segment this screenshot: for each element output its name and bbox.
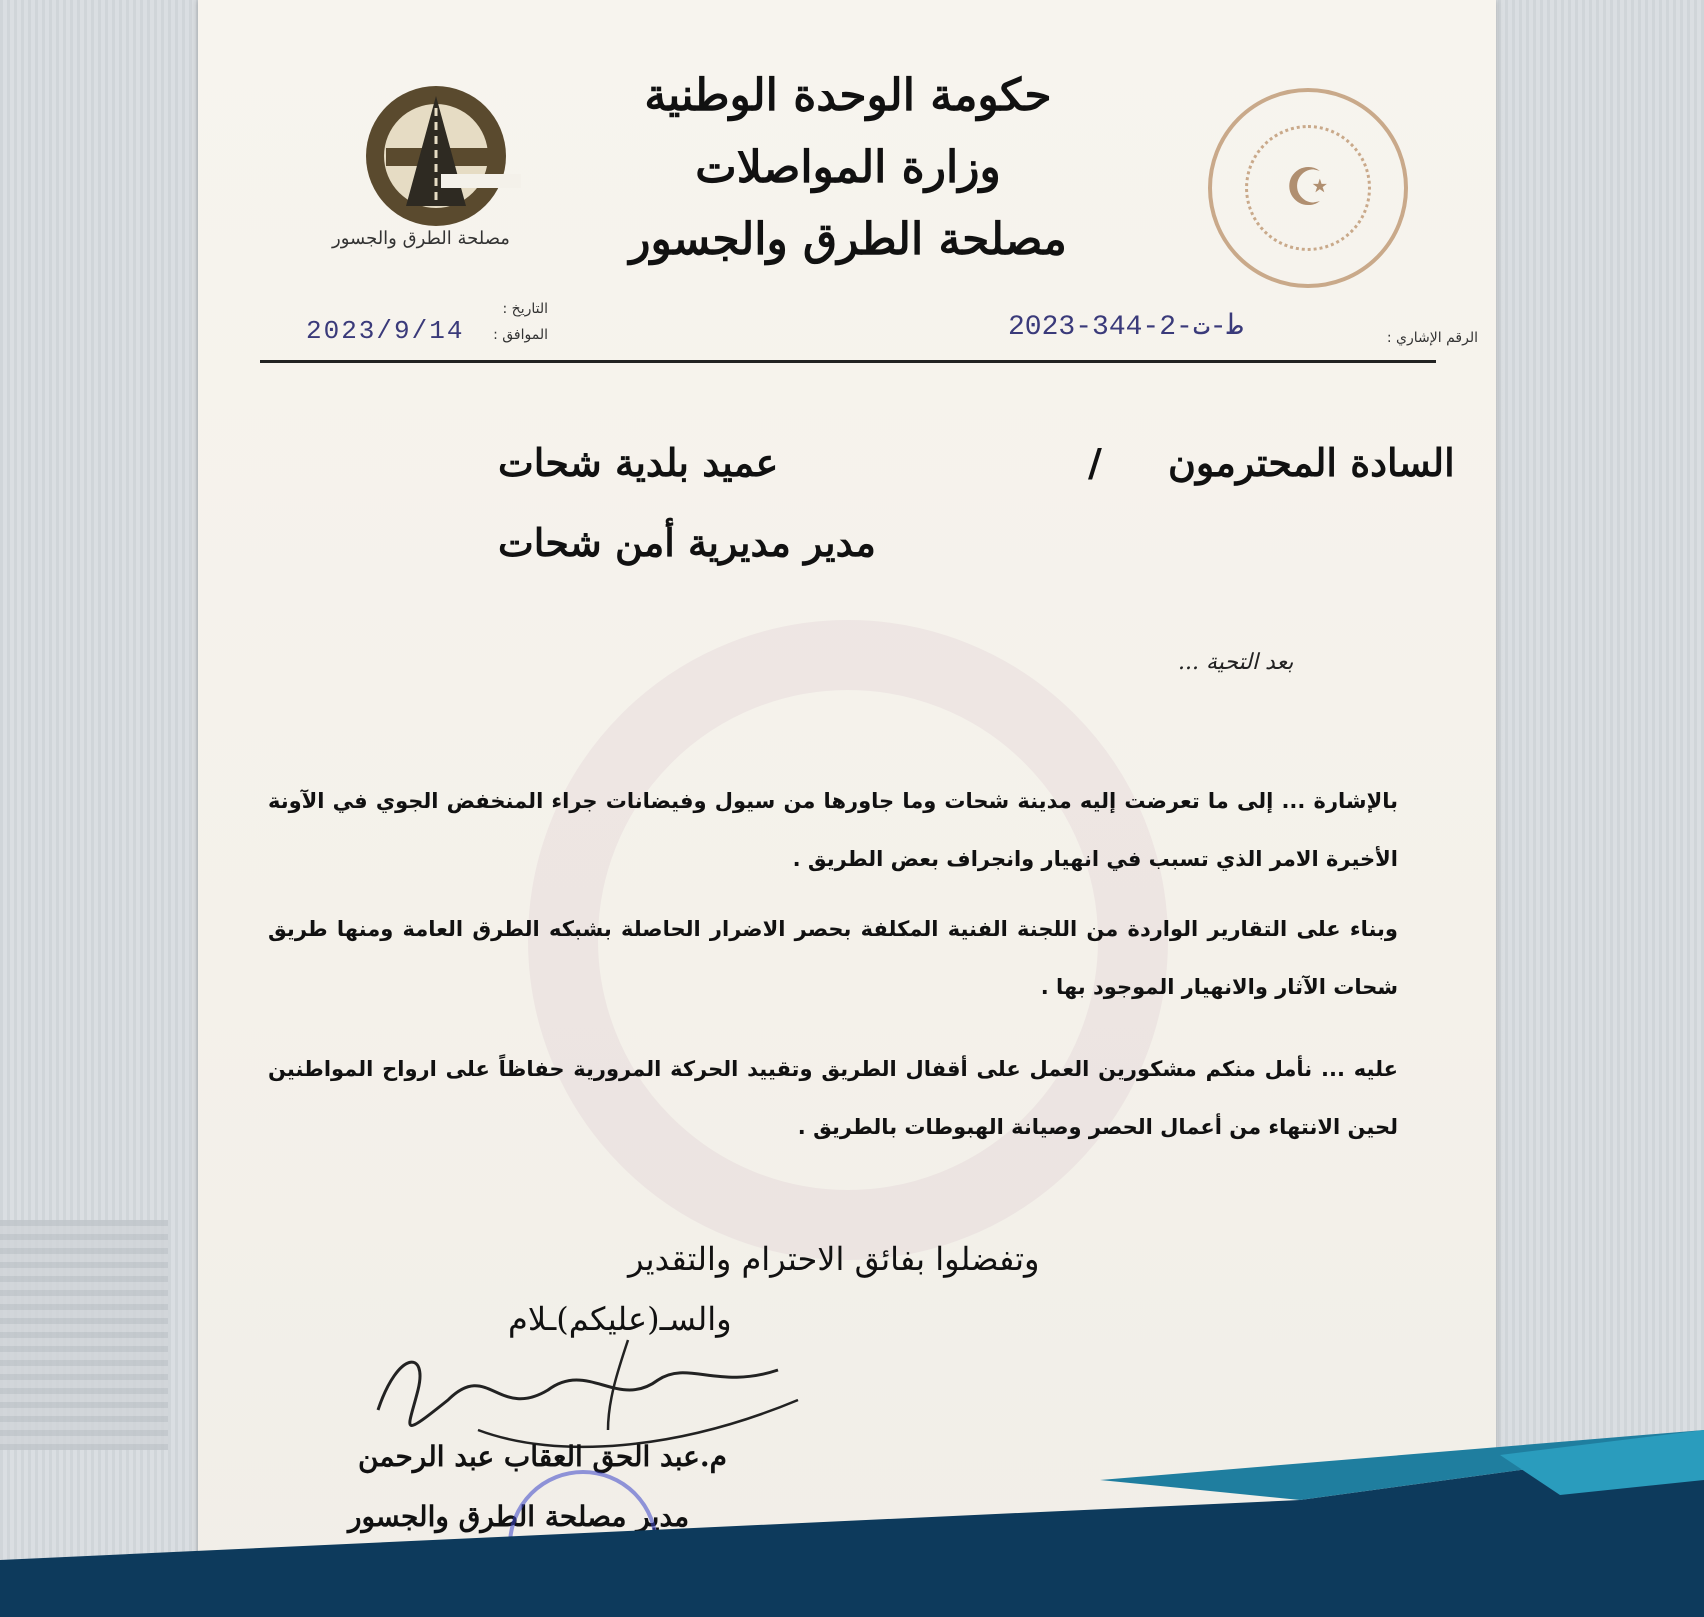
closing-peace: والسـ(عليكم)ـلام	[508, 1300, 732, 1338]
government-name: حكومة الوحدة الوطنية	[644, 70, 1052, 121]
logo-caption: مصلحة الطرق والجسور	[332, 228, 510, 249]
crescent-star-icon: ☪	[1245, 125, 1371, 251]
date-label: التاريخ :	[502, 301, 548, 317]
recipient-mayor: عميد بلدية شحات	[498, 440, 779, 485]
address-separator: /	[1088, 440, 1102, 485]
greeting: بعد التحية ...	[1178, 650, 1294, 675]
body-paragraph-2: وبناء على التقارير الواردة من اللجنة الفنية المكلفة بحصر الاضرار الحاصلة بشبكه الطرق العامة ومنها طريق شحات الآثار والانهيار الموجود بها .	[268, 917, 1398, 999]
recipient-security-director: مدير مديرية أمن شحات	[498, 520, 876, 565]
reference-label: الرقم الإشاري :	[1386, 330, 1478, 346]
ministry-name: وزارة المواصلات	[695, 142, 1001, 193]
date-value: 2023/9/14	[306, 316, 465, 346]
corresponding-label: الموافق :	[493, 327, 548, 343]
body-paragraph-1: بالإشارة ... إلى ما تعرضت إليه مدينة شحات وما جاورها من سيول وفيضانات جراء المنخفض الجوي في الآونة الأخيرة الامر الذي تسبب في انهيار وانجراف بعض الطريق .	[268, 789, 1398, 871]
salutation: السادة المحترمون	[1168, 440, 1455, 485]
authority-name: مصلحة الطرق والجسور	[629, 214, 1067, 265]
reference-number: 2023-344-2-ط-ت	[1008, 312, 1244, 343]
closing-regards: وتفضلوا بفائق الاحترام والتقدير	[628, 1240, 1040, 1278]
signer-title: مدير مصلحة الطرق والجسور	[348, 1500, 690, 1533]
body-paragraph-3: عليه ... نأمل منكم مشكورين العمل على أقفال الطريق وتقييد الحركة المرورية حفاظاً على ارواح المواطنين لحين الانتهاء من أعمال الحصر وصيانة الهبوطات بالطريق .	[268, 1057, 1398, 1139]
signer-name: م.عبد الحق العقاب عبد الرحمن	[358, 1440, 727, 1473]
